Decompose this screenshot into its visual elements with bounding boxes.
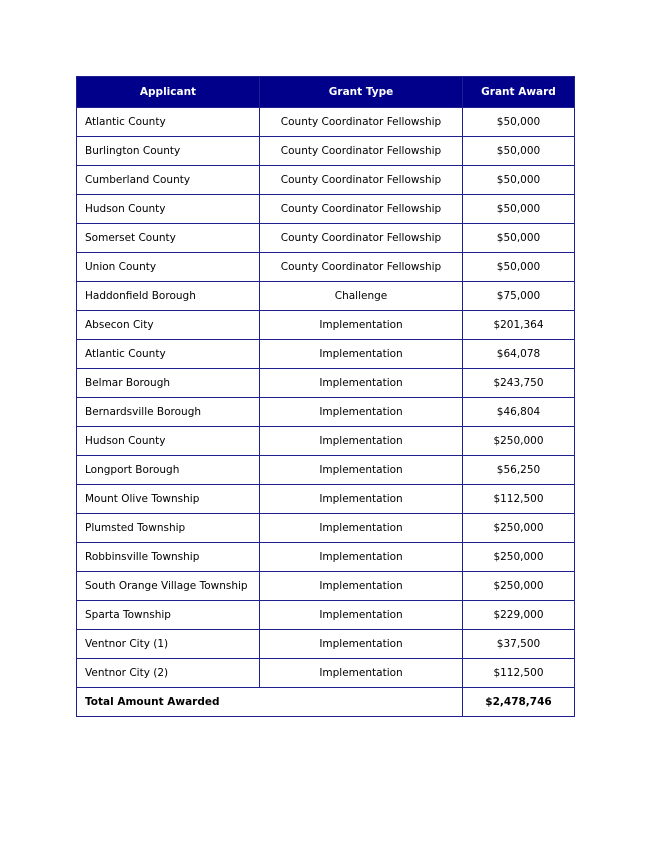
table-row [77,485,575,514]
cell-grant-type: Implementation [260,514,463,543]
cell-grant-type: Implementation [260,311,463,340]
cell-grant-type: Implementation [260,427,463,456]
total-value: $2,478,746 [463,688,575,717]
table-row [77,369,575,398]
header-grant-award: Grant Award [463,77,575,108]
cell-grant-award: $250,000 [463,543,575,572]
cell-grant-type: Implementation [260,485,463,514]
table-row [77,137,575,166]
table-row [77,108,575,137]
cell-grant-award: $50,000 [463,224,575,253]
cell-grant-award: $75,000 [463,282,575,311]
table-row [77,630,575,659]
cell-grant-award: $50,000 [463,195,575,224]
cell-grant-award: $243,750 [463,369,575,398]
cell-grant-award: $250,000 [463,514,575,543]
cell-grant-award: $50,000 [463,137,575,166]
table-row [77,659,575,688]
cell-grant-type: Implementation [260,572,463,601]
cell-grant-award: $112,500 [463,659,575,688]
table-row [77,398,575,427]
table-row [77,514,575,543]
table-row [77,427,575,456]
cell-applicant: Somerset County [77,224,260,253]
table-row [77,340,575,369]
cell-grant-type: Implementation [260,543,463,572]
table-row [77,543,575,572]
cell-grant-type: County Coordinator Fellowship [260,137,463,166]
cell-applicant: Burlington County [77,137,260,166]
table-row [77,253,575,282]
cell-applicant: Ventnor City (2) [77,659,260,688]
cell-grant-type: Implementation [260,456,463,485]
cell-applicant: Cumberland County [77,166,260,195]
cell-grant-award: $37,500 [463,630,575,659]
cell-applicant: Hudson County [77,427,260,456]
cell-applicant: Absecon City [77,311,260,340]
cell-grant-award: $50,000 [463,166,575,195]
cell-grant-type: County Coordinator Fellowship [260,253,463,282]
cell-applicant: Belmar Borough [77,369,260,398]
cell-grant-award: $64,078 [463,340,575,369]
cell-applicant: Plumsted Township [77,514,260,543]
cell-applicant: Union County [77,253,260,282]
header-applicant: Applicant [77,77,260,108]
table-header-row [77,77,575,108]
cell-grant-award: $46,804 [463,398,575,427]
cell-grant-award: $56,250 [463,456,575,485]
cell-grant-type: Implementation [260,340,463,369]
cell-applicant: Hudson County [77,195,260,224]
cell-grant-type: County Coordinator Fellowship [260,195,463,224]
cell-applicant: Haddonfield Borough [77,282,260,311]
cell-grant-type: County Coordinator Fellowship [260,108,463,137]
cell-grant-award: $250,000 [463,427,575,456]
table-row [77,601,575,630]
cell-applicant: Atlantic County [77,108,260,137]
cell-grant-award: $250,000 [463,572,575,601]
cell-grant-type: Challenge [260,282,463,311]
cell-grant-award: $50,000 [463,253,575,282]
table-row [77,572,575,601]
cell-applicant: Atlantic County [77,340,260,369]
cell-applicant: Ventnor City (1) [77,630,260,659]
table-row [77,166,575,195]
table-row [77,282,575,311]
cell-applicant: Mount Olive Township [77,485,260,514]
table-row [77,195,575,224]
table-body [77,108,575,688]
cell-applicant: Robbinsville Township [77,543,260,572]
header-grant-type: Grant Type [260,77,463,108]
cell-grant-award: $229,000 [463,601,575,630]
table-row [77,456,575,485]
cell-grant-type: Implementation [260,630,463,659]
cell-grant-type: Implementation [260,659,463,688]
cell-applicant: Bernardsville Borough [77,398,260,427]
table-row [77,224,575,253]
cell-grant-type: Implementation [260,398,463,427]
cell-grant-award: $50,000 [463,108,575,137]
total-label: Total Amount Awarded [77,688,463,717]
cell-applicant: Longport Borough [77,456,260,485]
grant-awards-table [76,76,575,717]
cell-applicant: Sparta Township [77,601,260,630]
cell-grant-type: County Coordinator Fellowship [260,166,463,195]
table-row [77,311,575,340]
cell-grant-award: $201,364 [463,311,575,340]
cell-grant-type: County Coordinator Fellowship [260,224,463,253]
cell-applicant: South Orange Village Township [77,572,260,601]
cell-grant-type: Implementation [260,601,463,630]
total-row [77,688,575,717]
cell-grant-type: Implementation [260,369,463,398]
cell-grant-award: $112,500 [463,485,575,514]
